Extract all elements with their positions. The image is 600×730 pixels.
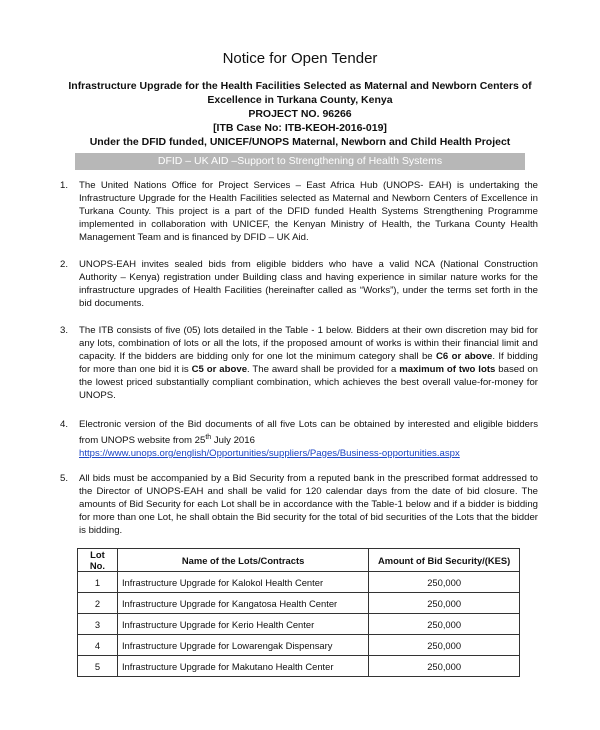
program-banner: DFID – UK AID –Support to Strengthening of Health Systems <box>75 153 525 170</box>
item-number: 5. <box>60 473 69 484</box>
table-row <box>78 593 520 614</box>
item-text: The ITB consists of five (05) lots detailed in the Table - 1 below. Bidders at their own discretion may bid for any lots, combination of lots or all the lots, if the proposed amount of works is within their financial limit and capacity. If the bidders are bidding only for one lot the minimum category shall be C6 or above. If bidding for more than one bid it is C5 or above. The award shall be provided for a maximum of two lots based on the lowest priced substantially compliant combination, which achieves the best overall value-for-money for UNOPS. <box>79 325 538 401</box>
item-text: All bids must be accompanied by a Bid Security from a reputed bank in the prescribed format addressed to the Director of UNOPS-EAH and shall be valid for 120 calendar days from the date of bid closure. The amounts of Bid Security for each Lot shall be in accordance with the Table-1 below and if a bidder is bidding for more than one Lot, he shall obtain the Bid security for the total of bid securities of the Lots that the bidder is bidding. <box>79 473 538 536</box>
item-number: 1. <box>60 180 69 191</box>
item-text: Electronic version of the Bid documents of all five Lots can be obtained by interested and eligible bidders from UNOPS website from 25th July 2016 https://www.unops.org/english/Opportunities/suppliers/Pages/Business-opportunities.aspx <box>79 419 538 459</box>
bid-security-table <box>77 548 520 677</box>
lot-number: 3 <box>78 614 118 635</box>
item-number: 4. <box>60 419 69 430</box>
list-item <box>60 473 538 538</box>
table-row <box>78 635 520 656</box>
header-lot-name: Name of the Lots/Contracts <box>117 549 368 572</box>
list-item <box>60 180 538 245</box>
project-number: PROJECT NO. 96266 <box>248 108 352 120</box>
lot-name: Infrastructure Upgrade for Kerio Health Center <box>117 614 368 635</box>
lot-bid-security: 250,000 <box>369 572 520 593</box>
table-header-row <box>78 549 520 572</box>
item-text: The United Nations Office for Project Services – East Africa Hub (UNOPS- EAH) is undertaking the Infrastructure Upgrade for the Health Facilities selected as Maternal and Newborn Centers of Excellence in Turkana County. This project is a part of the DFID funded Health Systems Strengthening Programme implemented in collaboration with UNICEF, the Kenyan Ministry of Health, the Turkana County Health Management Team and is financed by DFID – UK Aid. <box>79 180 538 243</box>
item-number: 3. <box>60 325 69 336</box>
page-title: Notice for Open Tender <box>222 50 378 67</box>
list-item <box>60 259 538 311</box>
table-row <box>78 614 520 635</box>
subtitle-line-1: Infrastructure Upgrade for the Health Facilities Selected as Maternal and Newborn Centers of <box>68 80 532 92</box>
lot-name: Infrastructure Upgrade for Makutano Health Center <box>117 656 368 677</box>
list-item <box>60 325 538 402</box>
lot-bid-security: 250,000 <box>369 635 520 656</box>
lot-name: Infrastructure Upgrade for Kangatosa Health Center <box>117 593 368 614</box>
list-item <box>60 419 538 461</box>
subtitle-line-2: Excellence in Turkana County, Kenya <box>207 94 393 106</box>
itb-case-number: [ITB Case No: ITB-KEOH-2016-019] <box>213 122 387 134</box>
bid-documents-link[interactable]: https://www.unops.org/english/Opportunities/suppliers/Pages/Business-opportunities.aspx <box>79 448 460 459</box>
lot-name: Infrastructure Upgrade for Kalokol Health Center <box>117 572 368 593</box>
item-text: UNOPS-EAH invites sealed bids from eligible bidders who have a valid NCA (National Construction Authority – Kenya) registration under Building class and having experience in similar nature works for the infrastructure upgrades of Health Facilities (hereinafter called as “Works”), under the terms set forth in the bid documents. <box>79 259 538 309</box>
lot-number: 4 <box>78 635 118 656</box>
lot-bid-security: 250,000 <box>369 656 520 677</box>
lot-bid-security: 250,000 <box>369 614 520 635</box>
lot-name: Infrastructure Upgrade for Lowarengak Dispensary <box>117 635 368 656</box>
header-bid-security: Amount of Bid Security/(KES) <box>369 549 520 572</box>
funding-line: Under the DFID funded, UNICEF/UNOPS Maternal, Newborn and Child Health Project <box>89 136 511 148</box>
item-number: 2. <box>60 259 69 270</box>
lot-bid-security: 250,000 <box>369 593 520 614</box>
header-lot-no: Lot No. <box>78 549 118 572</box>
lot-number: 5 <box>78 656 118 677</box>
table-row <box>78 572 520 593</box>
lot-number: 1 <box>78 572 118 593</box>
table-row <box>78 656 520 677</box>
lot-number: 2 <box>78 593 118 614</box>
